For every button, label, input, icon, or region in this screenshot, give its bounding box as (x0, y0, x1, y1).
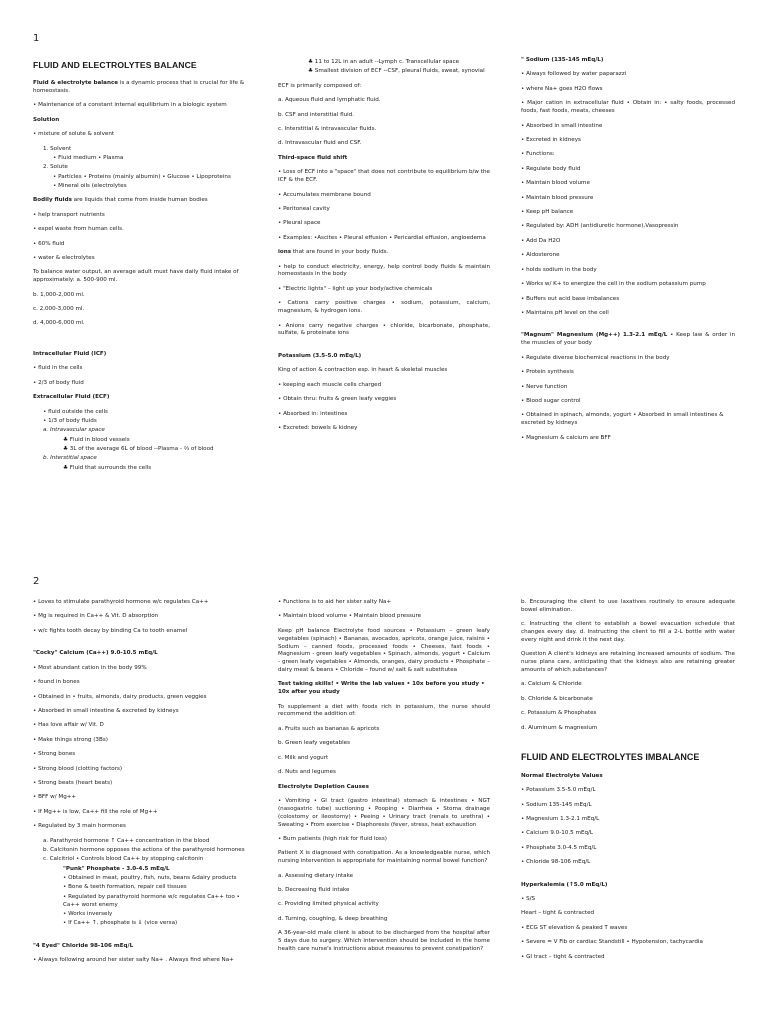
bullet: • Severe = V Fib or cardiac Standstill • Hypotension, tachycardia (521, 939, 703, 946)
section-title: FLUID AND ELECTROLYTES IMBALANCE (521, 752, 700, 763)
list-item: 1. Solvent (43, 145, 72, 152)
bullet: • Examples: •Ascites • Pleural effusion • Pericardial effusion, angioedema (278, 234, 486, 241)
column-3 (521, 599, 735, 968)
list-item: • Regulated by parathyroid hormone w/c regulates Ca++ too • Ca++ worst enemy (63, 893, 240, 908)
term: "Magnum" Magnesium (Mg++) 1.3-2.1 mEq/L (521, 332, 668, 339)
section-heading: "4 Eyed" Chloride 98-106 mEq/L (33, 942, 134, 949)
definition: • Keep law & order in the muscles of your body (521, 332, 735, 347)
list-item: • fluid outside the cells (43, 408, 108, 415)
bullet: • Strong blood (clotting factors) (33, 765, 123, 772)
answer-option: d. Intravascular fluid and CSF. (278, 140, 362, 147)
page-number: 2 (33, 576, 40, 587)
bullet: • Most abundant cation in the body 99% (33, 664, 147, 671)
bullet: • Peritoneal cavity (278, 205, 330, 212)
bullet: • GI tract – tight & contracted (521, 953, 605, 960)
column-1 (33, 599, 245, 971)
section-heading: Third-space fluid shift (278, 154, 348, 161)
bullet: • Chloride 98-106 mEq/L (521, 859, 591, 866)
bullet: • keeping each muscle cells charged (278, 381, 382, 388)
question: To balance water output, an average adult must have daily fluid intake of approximately: a. 500-900 ml. (33, 269, 239, 284)
column-2 (278, 59, 490, 439)
bullet: • Magnesium & calcium are BFF (521, 434, 611, 441)
list-item: ♣ 3L of the average 6L of blood --Plasma - ⅔ of blood (63, 445, 214, 452)
bullet: • Blood sugar control (521, 397, 581, 404)
bullet: • Maintain blood volume (521, 180, 590, 187)
bullet: • Burn patients (high risk for fluid loss) (278, 835, 387, 842)
bullet: • Obtained in • fruits, almonds, dairy products, green veggies (33, 693, 207, 700)
bullet: • Always followed by water paparazzi (521, 71, 627, 78)
bullet: • Obtained in spinach, almonds, yogurt • Absorbed in small intestines & excreted by kidneys (521, 412, 724, 427)
list-item: a. Intravascular space (43, 427, 105, 434)
bullet: • Maintenance of a constant internal equilibrium in a biologic system (33, 102, 227, 109)
section-heading: Hyperkalemia (↑5.0 mEq/L) (521, 881, 608, 888)
bullet: • "Electric lights" – light up your body/active chemicals (278, 285, 433, 292)
answer-option: c. Providing limited physical activity (278, 901, 379, 908)
bullet: • Accumulates membrane bound (278, 191, 371, 198)
section-heading: Extracellular Fluid (ECF) (33, 394, 110, 401)
bullet: • Potassium 3.5-5.0 mEq/L (521, 787, 596, 794)
bullet: • Mg is required in Ca++ & Vit. D absorption (33, 613, 159, 620)
answer-option: a. Assessing dietary intake (278, 872, 354, 879)
term: Bodily fluids (33, 197, 72, 204)
bullet: • Regulate diverse biochemical reactions in the body (521, 354, 670, 361)
bullet: • Buffers out acid base imbalances (521, 295, 620, 302)
question: To supplement a diet with foods rich in potassium, the nurse should recommend the addition of: (278, 703, 490, 718)
bullet: • Magnesium 1.3-2.1 mEq/L (521, 815, 600, 822)
bullet: • Nerve function (521, 383, 568, 390)
bullet: • Absorbed in small intestine (521, 122, 603, 129)
bullet: • S/S (521, 896, 536, 903)
list-item: 2. Solute (43, 164, 68, 171)
bullet: • w/c fights tooth decay by binding Ca to tooth enamel (33, 627, 188, 634)
section-heading: Intracellular Fluid (ICF) (33, 350, 107, 357)
bullet: • Anions carry negative charges • chloride, bicarbonate, phosphate, sulfate, & proteinate ions (278, 322, 490, 337)
question: Question A client's kidneys are retaining increased amounts of sodium. The nurse plans care, anticipating that the kidneys also are retaining greater amounts of which substances? (521, 651, 735, 673)
bullet: • Functions is to aid her sister salty Na+ (278, 599, 392, 605)
list-item: • Obtained in meat, poultry, fish, nuts, beans &dairy products (63, 875, 237, 882)
bullet: • Works w/ K+ to energize the cell in the sodium potassium pump (521, 281, 706, 288)
column-1 (33, 59, 245, 474)
bullet: • Calcium 9.0-10.5 mEq/L (521, 830, 594, 837)
answer-option: b. CSF and interstitial fluid. (278, 111, 355, 118)
answer-option: a. Calcium & Chloride (521, 681, 582, 688)
bullet: • Absorbed in small intestine & excreted by kidneys (33, 707, 179, 714)
term: ions (278, 249, 292, 256)
page-2 (0, 566, 768, 1024)
bullet: • Loves to stimulate parathyroid hormone w/c regulates Ca++ (33, 599, 209, 605)
bullet: • Pleural space (278, 220, 321, 227)
paragraph (33, 197, 245, 205)
bullet: • Strong beats (heart beats) (33, 780, 113, 787)
bullet: • Always following around her sister salty Na+ . Always find where Na+ (33, 957, 234, 964)
list-item: a. Parathyroid hormone ↑ Ca++ concentration in the blood (43, 837, 210, 844)
bullet: • water & electrolytes (33, 254, 95, 261)
answer-option: d. Nuts and legumes (278, 769, 336, 776)
bullet: • Sodium 135-145 mEq/L (521, 801, 592, 808)
answer-option: d. Aluminum & magnesium (521, 724, 598, 731)
section-heading: Normal Electrolyte Values (521, 772, 603, 779)
bullet: • Obtain thru: fruits & green leafy veggies (278, 396, 397, 403)
answer-option: c. Instructing the client to establish a bowel evacuation schedule that changes every day. d. Instructing the client to fill a 2-L bottle with water every night and drink it the next day. (521, 621, 735, 643)
answer-option: b. Chloride & bicarbonate (521, 695, 593, 702)
bullet: • Strong bones (33, 751, 76, 758)
list-item: • Fluid medium • Plasma (53, 154, 124, 161)
section-heading: Potassium (3.5-5.0 mEq/L) (278, 352, 362, 359)
bullet: • If Mg++ is low, Ca++ fill the role of Mg++ (33, 808, 158, 815)
answer-option: b. Decreasing fluid intake (278, 887, 350, 894)
section-heading: Solution (33, 116, 60, 123)
list-item: ♣ 11 to 12L in an adult --Lymph c. Transcellular space (308, 59, 460, 65)
bullet: • 60% fluid (33, 240, 65, 247)
bullet: • expel waste from human cells. (33, 226, 124, 233)
section-heading: " Sodium (135-145 mEq/L) (521, 57, 604, 63)
bullet: • fluid in the cells (33, 365, 83, 372)
answer-option: c. Milk and yogurt (278, 754, 329, 761)
answer-option: d. Turning, coughing, & deep breathing (278, 915, 388, 922)
section-heading: "Cocky" Calcium (Ca++) 9.0-10.5 mEq/L (33, 650, 158, 657)
bullet: • Regulated by: ADH (antidiuretic hormone),Vasopressin (521, 223, 679, 230)
answer-option: b. Green leafy vegetables (278, 740, 351, 747)
bullet: • where Na+ goes H2O flows (521, 85, 603, 92)
list-item: ♣ Fluid that surrounds the cells (63, 464, 152, 471)
bullet: • Maintain blood pressure (521, 194, 594, 201)
paragraph: King of action & contraction esp. in heart & skeletal muscles (278, 367, 448, 374)
paragraph (521, 332, 735, 348)
bullet: • Regulate body fluid (521, 165, 581, 172)
bullet: • Maintain blood volume • Maintain blood pressure (278, 613, 422, 620)
bullet: • Regulated by 3 main hormones (33, 823, 126, 830)
bullet: • Cations carry positive charges • sodium, potassium, calcium, magnesium, & hydrogen ions. (278, 300, 490, 315)
definition: that are found in your body fluids. (291, 249, 389, 256)
answer-option: b. Encouraging the client to use laxatives routinely to ensure adequate bowel elimination. (521, 599, 735, 613)
bullet: • Excreted: bowels & kidney (278, 424, 358, 431)
page-number: 1 (33, 33, 40, 44)
bullet: • Protein synthesis (521, 369, 574, 376)
list-item: ♣ Smallest division of ECF --CSF, pleural fluids, sweat, synovial (308, 68, 485, 75)
answer-option: c. 2,000-3,000 ml. (33, 306, 85, 313)
column-2 (278, 599, 490, 960)
column-3 (521, 57, 735, 449)
bullet: • Absorbed in: intestines (278, 410, 348, 417)
bullet: • ECG ST elevation & peaked T waves (521, 924, 628, 931)
answer-option: d. 4,000-6,000 ml. (33, 320, 85, 327)
bullet: • Maintains pH level on the cell (521, 310, 609, 316)
list-item: • 1/3 of body fluids (43, 417, 97, 424)
section-heading: Test taking skills! • Write the lab values • 10x before you study • 10x after you study (278, 681, 485, 696)
list-item: • Works inversely (63, 910, 113, 917)
paragraph: Keep pH balance Electrolyte food sources • Potassium – green leafy vegetables (spinach) • Bananas, avocados, apricots, orange juice, raisins • Sodium – canned foods, processed foods • Cheeses, fast foods • Magnesium - green leafy vegetables • Spinach, almonds, yogurt • Calcium - green leafy vegetables • Almonds, oranges, dairy products • Phosphate – dairy meat & beans • Chloride – found w/ salt & salt substitutea (278, 627, 490, 673)
bullet: • Excreted in kidneys (521, 136, 581, 143)
definition: are liquids that come from inside human bodies (71, 197, 208, 204)
list-item: c. Calcitriol • Controls blood Ca++ by stopping calcitonin (43, 856, 204, 863)
definition: is a dynamic process that is crucial for life & homeostasis. (33, 80, 245, 94)
question: ECF is primarily composed of: (278, 82, 362, 89)
bullet: • holds sodium in the body (521, 266, 597, 273)
bullet: • Functions: (521, 151, 555, 158)
list-item: • Bone & teeth formation, repair cell tissues (63, 884, 187, 891)
bullet: • Phosphate 3.0-4.5 mEq/L (521, 844, 597, 851)
term: Fluid & electrolyte balance (33, 80, 119, 87)
bullet: • Vomiting • GI tract (gastro intestinal) stomach & intestines • NGT (nasogastric tube) suctioning • Pooping • Diarrhea • Stoma drainage (colostomy or ileostomy) • Peeing • Urinary tract (renals to urethra) • Sweating • From exercise • Diaphoresis (fever, stress, heat exhaustion (278, 798, 490, 828)
list-item: • Mineral oils (electrolytes (53, 182, 127, 189)
answer-option: a. Aqueous fluid and lymphatic fluid. (278, 97, 381, 104)
answer-option: c. Interstitial & intravascular fluids. (278, 126, 377, 133)
list-item: • If Ca++ ↑, phosphate is ⇓ (vice versa) (63, 920, 178, 927)
bullet: • help transport nutrients (33, 211, 105, 218)
bullet: • found in bones (33, 679, 80, 686)
answer-option: b. 1,000-2,000 ml. (33, 291, 85, 298)
bullet: Heart – tight & contracted (521, 910, 595, 917)
document-title: FLUID AND ELECTROLYTES BALANCE (33, 60, 197, 70)
bullet: • 2/3 of body fluid (33, 379, 84, 386)
bullet: • Major cation in extracellular fluid • Obtain in: • salty foods, processed foods, fast foods, meats, cheeses (521, 100, 735, 115)
bullet: • help to conduct electricity, energy, help control body fluids & maintain homeostasis in the body (278, 263, 490, 278)
bullet: • BFF w/ Mg++ (33, 794, 77, 801)
answer-option: a. Fruits such as bananas & apricots (278, 725, 380, 732)
bullet: • Aldosterone (521, 252, 560, 259)
bullet: • Has love affair w/ Vit. D (33, 722, 104, 729)
bullet: • mixture of solute & solvent (33, 131, 115, 138)
section-heading: Electrolyte Depletion Causes (278, 783, 369, 790)
bullet: • Loss of ECF into a "space" that does not contribute to equilibrium b/w the ICF & the ECF. (278, 169, 490, 184)
list-item: "Punk" Phosphate - 3.0-4.5 mEq/L (63, 865, 170, 872)
bullet: • Make things strong (3Bs) (33, 736, 108, 743)
paragraph (33, 80, 245, 96)
question: Patient X is diagnosed with constipation. As a knowledgeable nurse, which nursing intervention is appropriate for maintaining normal bowel function? (278, 850, 490, 865)
bullet: • Keep pH balance (521, 209, 574, 216)
answer-option: c. Potassium & Phosphates (521, 710, 597, 717)
bullet: • Add Da H2O (521, 237, 561, 244)
question: A 36-year-old male client is about to be discharged from the hospital after 5 days due to surgery. Which intervention should be included in the home health care nurse's instructions about measures to prevent constipation? (278, 930, 490, 952)
list-item: b. Interstitial space (43, 455, 97, 462)
list-item: ♣ Fluid in blood vessels (63, 436, 130, 443)
paragraph (278, 249, 490, 257)
list-item: • Particles • Proteins (mainly albumin) • Glucose • Lipoproteins (53, 173, 231, 180)
list-item: b. Calcitonin hormone opposes the actions of the parathyroid hormones (43, 847, 245, 854)
